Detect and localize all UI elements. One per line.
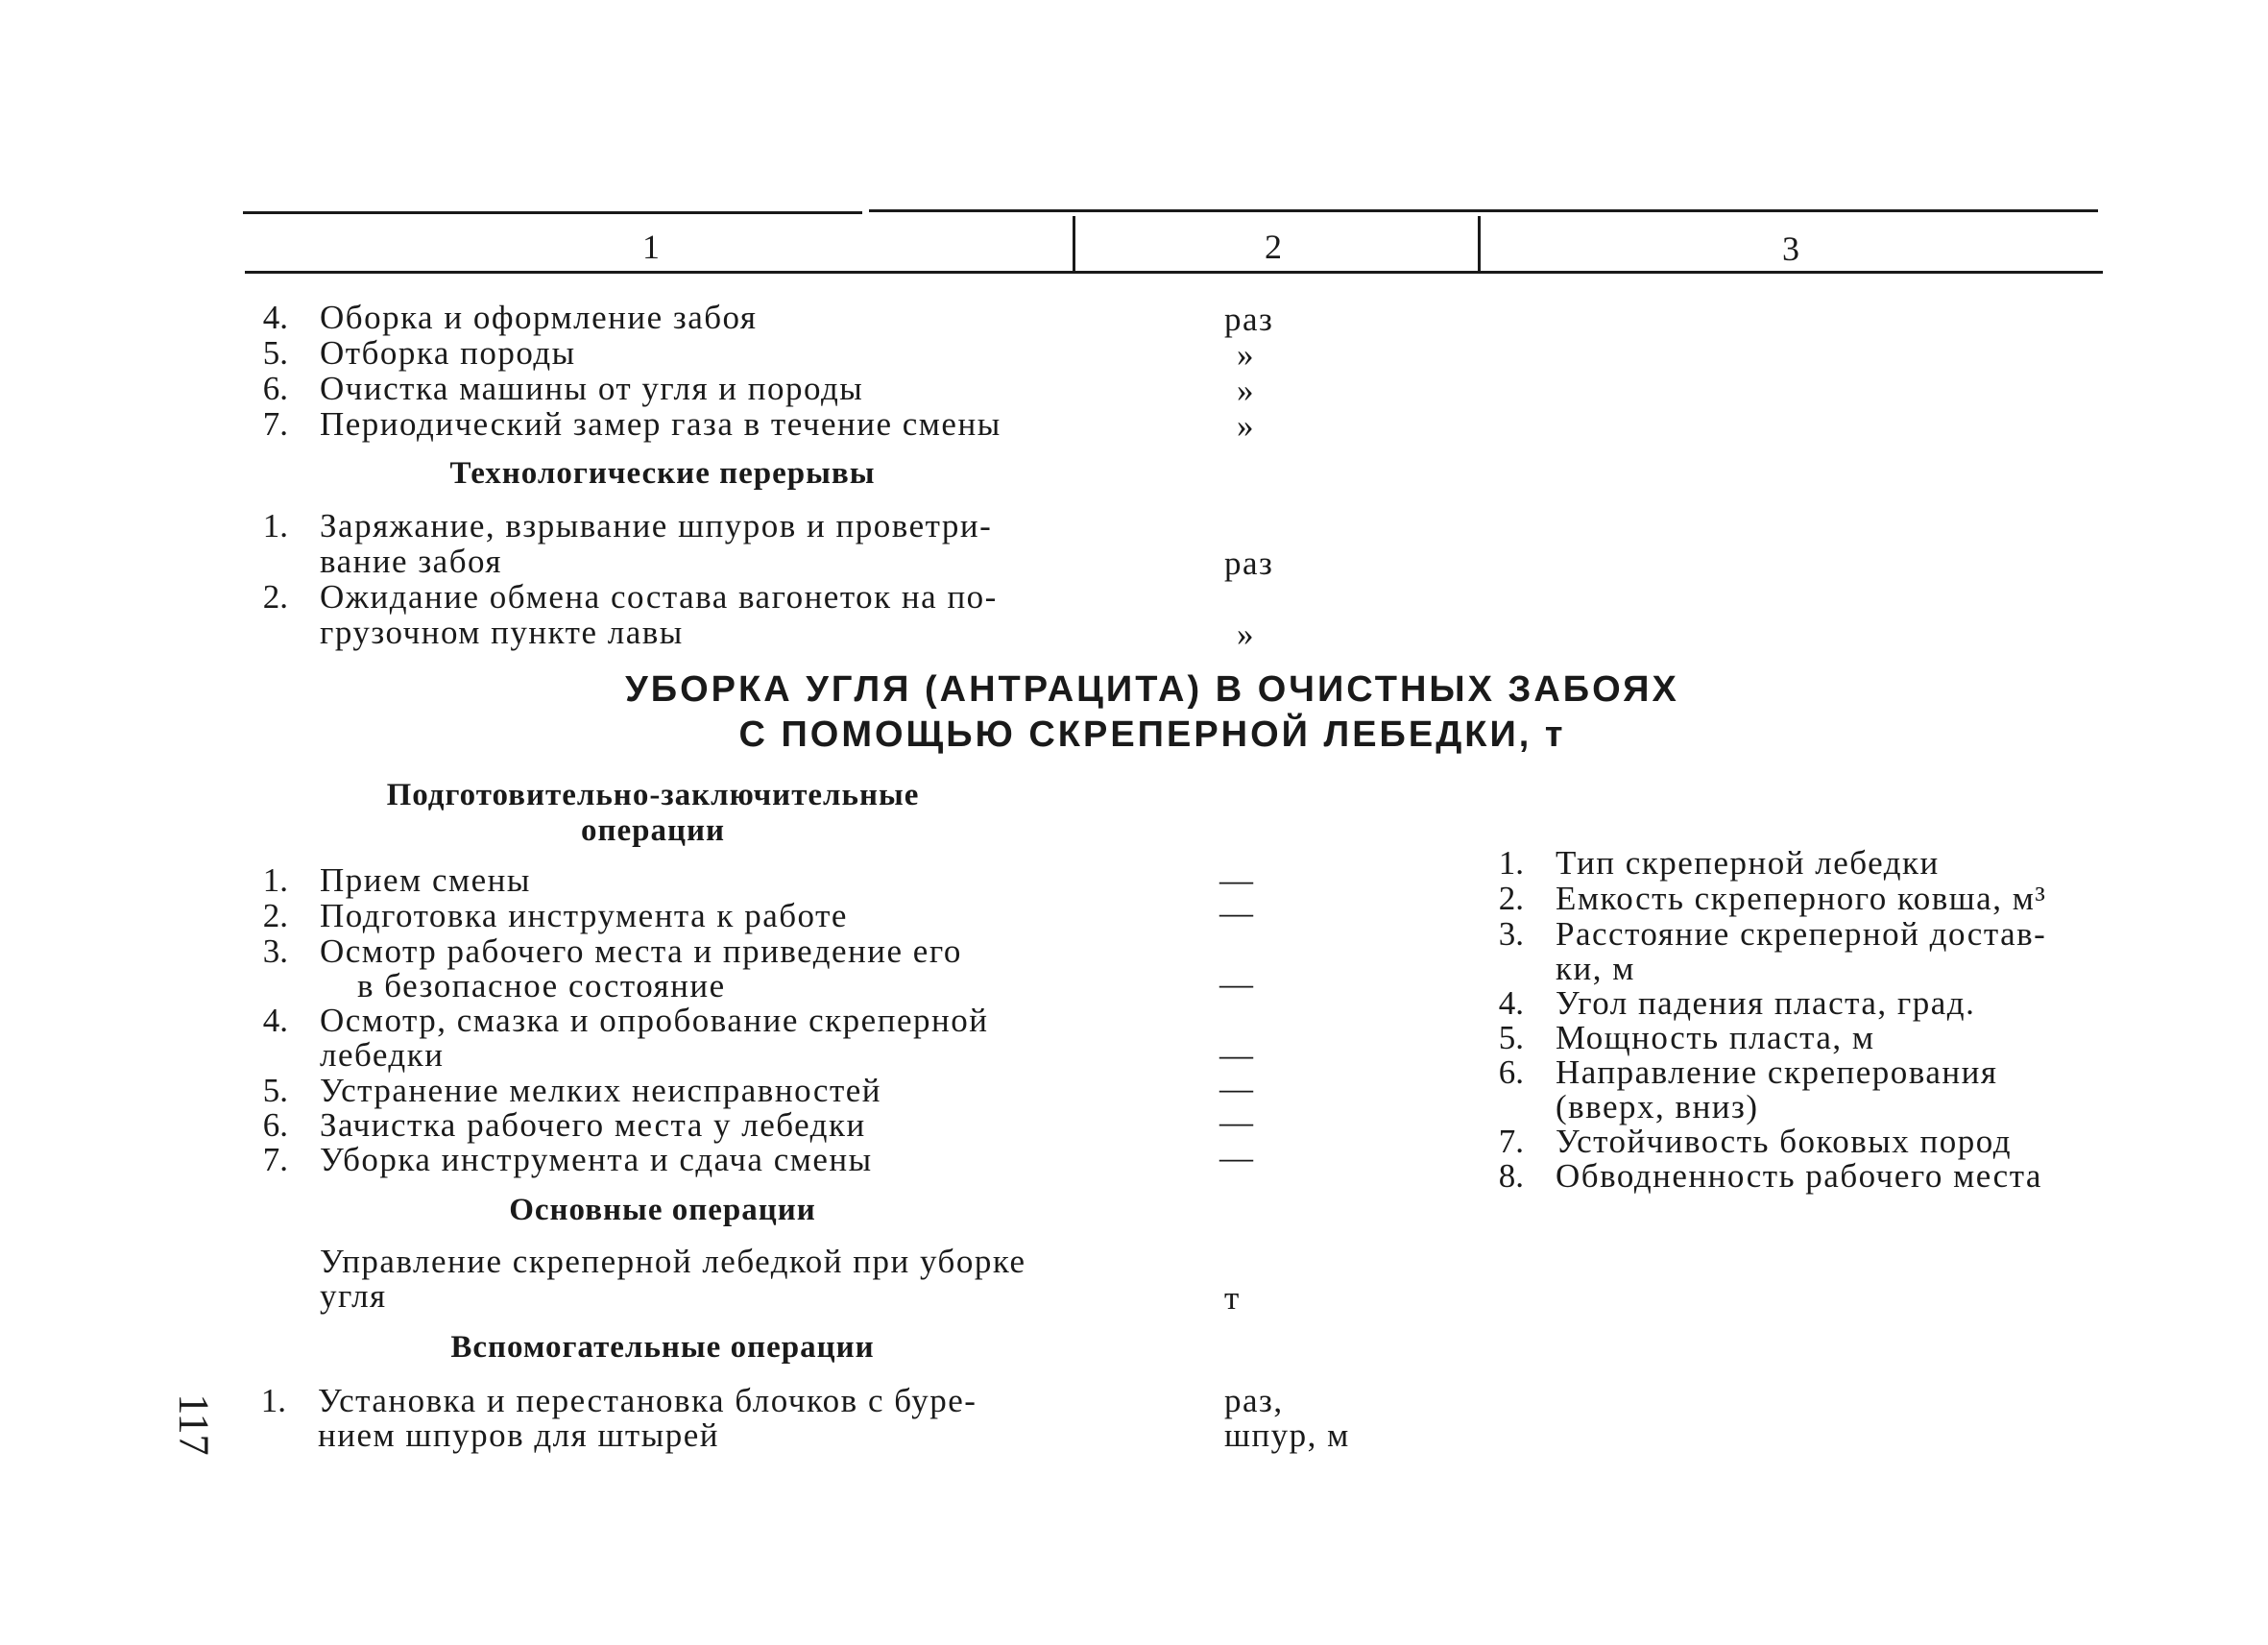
factor-text-line1: Направление скреперования [1556, 1053, 1998, 1091]
item-text: Периодический замер газа в течение смены [320, 405, 1001, 443]
factor-text: Устойчивость боковых пород [1556, 1123, 2013, 1160]
item-text-line1: Осмотр рабочего места и приведение его [320, 932, 962, 970]
header-top-rule-left [243, 211, 862, 214]
item-unit-dash: — [1219, 965, 1255, 1003]
header-top-rule-right [869, 209, 2098, 212]
item-number: 1. [262, 507, 288, 544]
tech-breaks-heading: Технологические перерывы [449, 456, 876, 491]
main-ops-text-line2: угля [320, 1277, 387, 1315]
item-unit: » [1237, 616, 1255, 653]
item-text: Отборка породы [320, 334, 576, 372]
item-number: 6. [262, 1106, 288, 1144]
item-number: 1. [260, 1382, 286, 1419]
factor-text: Тип скреперной лебедки [1556, 844, 1940, 882]
main-ops-text-line1: Управление скреперной лебедкой при уборке [320, 1243, 1026, 1280]
factor-text-line2: (вверх, вниз) [1556, 1088, 1759, 1125]
item-text-line1: Установка и перестановка блочков с буре- [318, 1382, 977, 1419]
item-text-line2: грузочном пункте лавы [320, 614, 684, 651]
item-unit: » [1237, 407, 1255, 445]
factor-number: 2. [1498, 880, 1524, 917]
header-bottom-rule [245, 271, 2103, 274]
item-unit: раз [1224, 301, 1274, 338]
main-ops-unit: т [1224, 1279, 1241, 1317]
item-unit-dash: — [1219, 1036, 1255, 1074]
item-text: Очистка машины от угля и породы [320, 370, 864, 407]
item-text: Прием смены [320, 861, 531, 899]
item-text: Оборка и оформление забоя [320, 299, 758, 336]
prep-heading-line2: операции [580, 813, 726, 848]
factor-number: 1. [1498, 844, 1524, 882]
item-unit-line2: шпур, м [1224, 1416, 1350, 1454]
factor-text: Угол падения пласта, град. [1556, 984, 1976, 1022]
item-text-line2: нием шпуров для штырей [318, 1416, 719, 1454]
item-number: 6. [262, 370, 288, 407]
column-header-1: 1 [642, 228, 660, 266]
factor-number: 5. [1498, 1019, 1524, 1056]
item-unit-dash: — [1219, 1139, 1255, 1176]
section-title-line1: УБОРКА УГЛЯ (АНТРАЦИТА) В ОЧИСТНЫХ ЗАБОЯХ [625, 669, 1679, 710]
factor-text: Мощность пласта, м [1556, 1019, 1875, 1056]
column-header-2: 2 [1265, 228, 1282, 266]
item-unit-line1: раз, [1224, 1382, 1284, 1419]
factor-number: 6. [1498, 1053, 1524, 1091]
item-unit-dash: — [1219, 861, 1255, 899]
item-unit-dash: — [1219, 1070, 1255, 1107]
item-text: Устранение мелких неисправностей [320, 1072, 882, 1109]
prep-heading-line1: Подготовительно-заключительные [386, 778, 920, 812]
item-text: Уборка инструмента и сдача смены [320, 1141, 873, 1178]
item-number: 2. [262, 897, 288, 934]
factor-number: 4. [1498, 984, 1524, 1022]
item-unit: раз [1224, 544, 1274, 582]
factor-text: Обводненность рабочего места [1556, 1157, 2042, 1195]
item-unit: » [1237, 372, 1255, 409]
main-ops-heading: Основные операции [509, 1193, 816, 1227]
item-number: 5. [262, 334, 288, 372]
section-title-line2: С ПОМОЩЬЮ СКРЕПЕРНОЙ ЛЕБЕДКИ, т [738, 714, 1566, 755]
item-number: 7. [262, 405, 288, 443]
item-number: 7. [262, 1141, 288, 1178]
item-number: 5. [262, 1072, 288, 1109]
factor-text: Емкость скреперного ковша, м³ [1556, 880, 2047, 917]
factor-number: 7. [1498, 1123, 1524, 1160]
factor-number: 8. [1498, 1157, 1524, 1195]
item-unit: » [1237, 336, 1255, 374]
factor-text-line1: Расстояние скреперной достав- [1556, 915, 2047, 953]
item-text-line2: в безопасное состояние [357, 967, 726, 1004]
item-text-line1: Осмотр, смазка и опробование скреперной [320, 1002, 989, 1039]
item-text-line1: Ожидание обмена состава вагонеток на по- [320, 578, 998, 616]
item-number: 2. [262, 578, 288, 616]
page-number: 117 [170, 1393, 218, 1456]
aux-ops-heading: Вспомогательные операции [450, 1330, 875, 1365]
item-unit-dash: — [1219, 1103, 1255, 1141]
item-text: Зачистка рабочего места у лебедки [320, 1106, 866, 1144]
column-header-3: 3 [1782, 230, 1799, 268]
item-number: 3. [262, 932, 288, 970]
header-divider-1 [1073, 216, 1075, 271]
item-text-line1: Заряжание, взрывание шпуров и проветри- [320, 507, 993, 544]
item-number: 1. [262, 861, 288, 899]
factor-number: 3. [1498, 915, 1524, 953]
item-number: 4. [262, 1002, 288, 1039]
factor-text-line2: ки, м [1556, 950, 1635, 987]
item-text-line2: вание забоя [320, 543, 502, 580]
header-divider-2 [1478, 216, 1481, 271]
item-text-line2: лебедки [320, 1036, 445, 1074]
item-unit-dash: — [1219, 894, 1255, 931]
item-text: Подготовка инструмента к работе [320, 897, 848, 934]
item-number: 4. [262, 299, 288, 336]
